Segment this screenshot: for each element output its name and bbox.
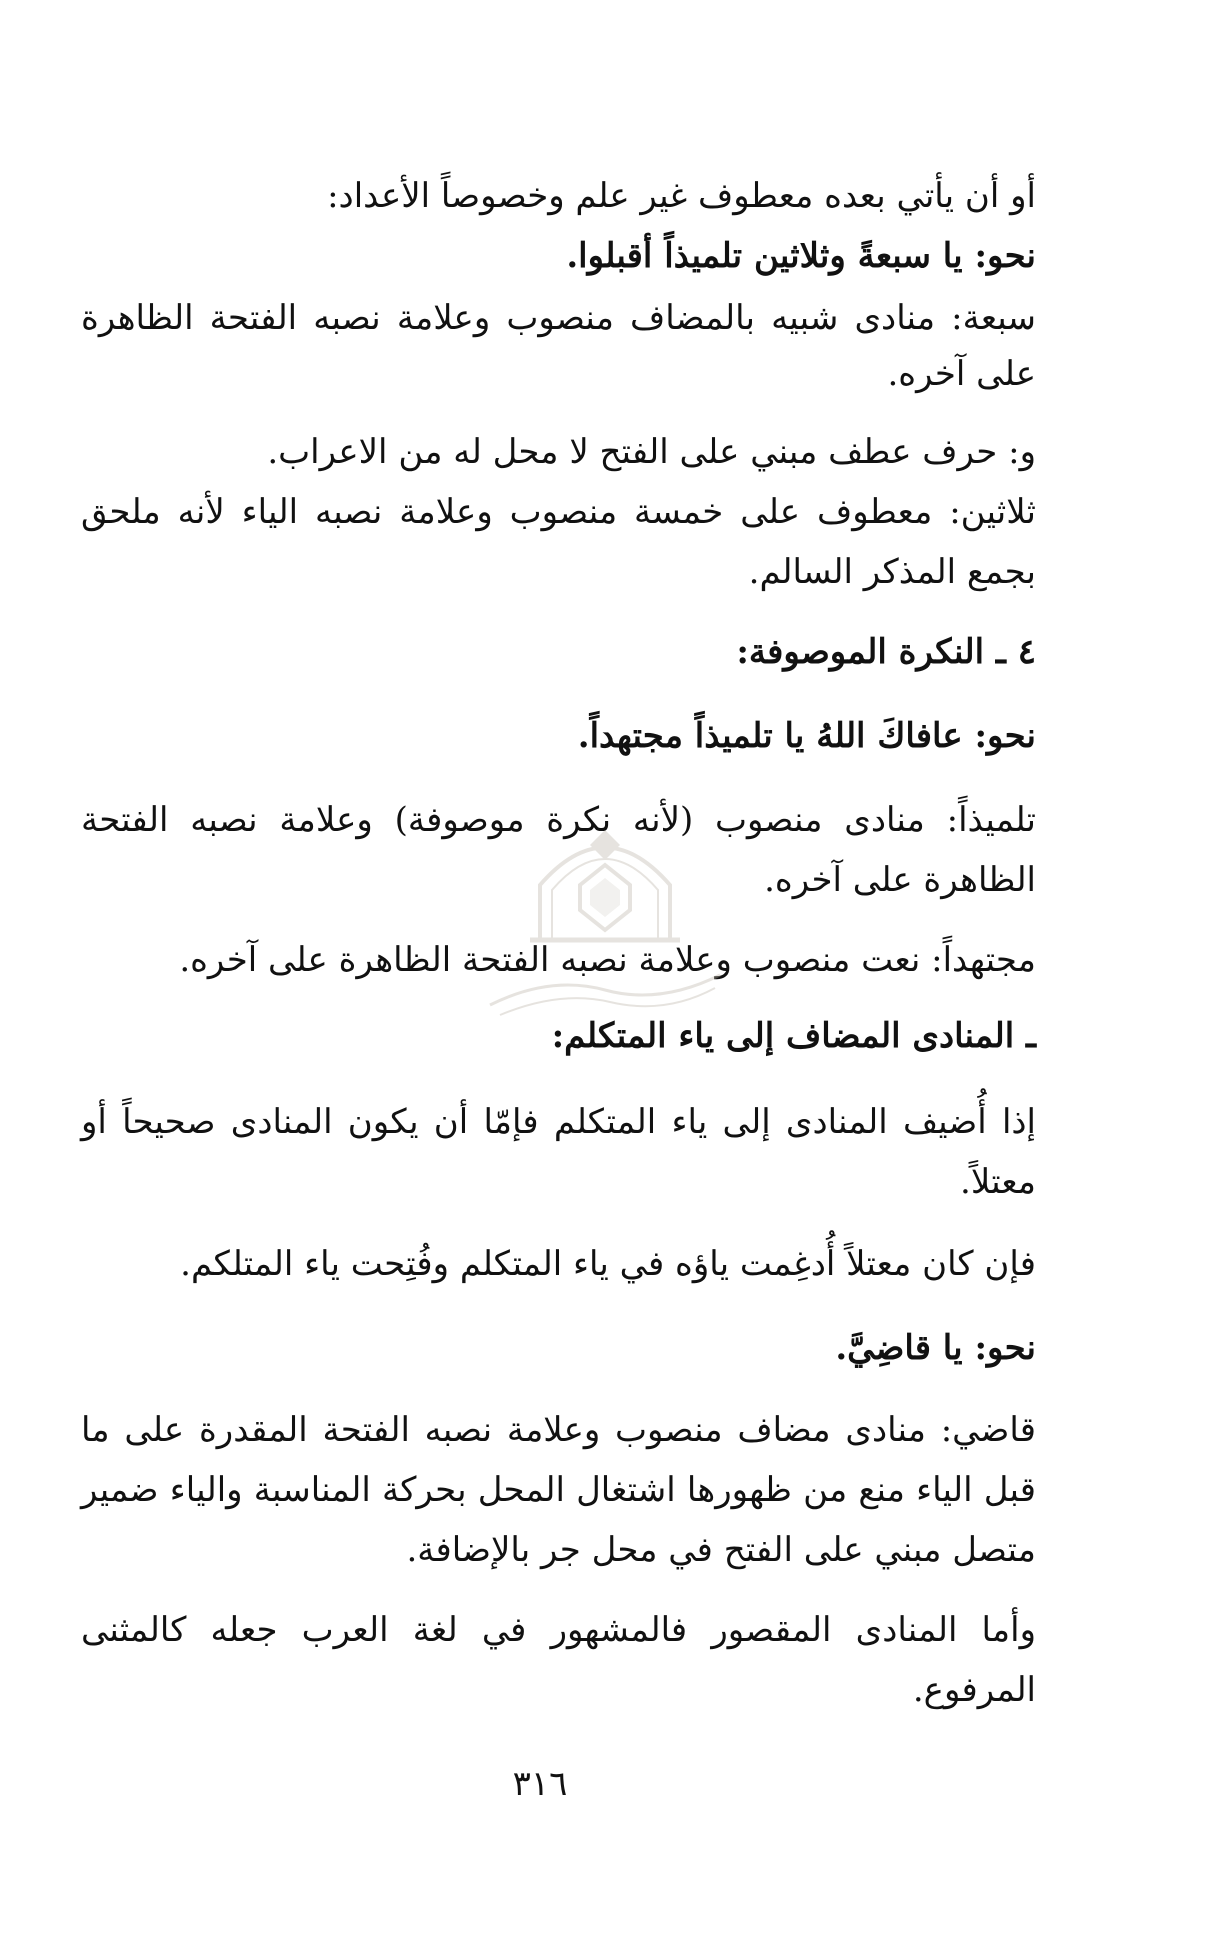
text-line: ثلاثين: معطوف على خمسة منصوب وعلامة نصبه الياء لأنه ملحق <box>81 492 1036 532</box>
text-line: على آخره. <box>887 354 1036 394</box>
text-line: إذا أُضيف المنادى إلى ياء المتكلم فإمّا أن يكون المنادى صحيحاً أو <box>81 1102 1037 1142</box>
page-number: ٣١٦ <box>512 1764 568 1804</box>
text-line: قاضي: منادى مضاف منصوب وعلامة نصبه الفتحة المقدرة على ما <box>81 1410 1036 1450</box>
section-heading: ٤ ـ النكرة الموصوفة: <box>736 632 1036 672</box>
text-line: و: حرف عطف مبني على الفتح لا محل له من الاعراب. <box>267 432 1036 472</box>
text-line: مجتهداً: نعت منصوب وعلامة نصبه الفتحة الظاهرة على آخره. <box>179 940 1036 980</box>
text-line: قبل الياء منع من ظهورها اشتغال المحل بحركة المناسبة والياء ضمير <box>81 1470 1036 1510</box>
text-line: تلميذاً: منادى منصوب (لأنه نكرة موصوفة) وعلامة نصبه الفتحة <box>81 800 1036 840</box>
text-line: أو أن يأتي بعده معطوف غير علم وخصوصاً الأعداد: <box>327 176 1036 216</box>
text-line: الظاهرة على آخره. <box>764 860 1036 900</box>
example-line: نحو: يا قاضِيَّ. <box>835 1328 1036 1368</box>
text-line: بجمع المذكر السالم. <box>748 552 1036 592</box>
seal-watermark-icon <box>470 790 740 1050</box>
text-line: سبعة: منادى شبيه بالمضاف منصوب وعلامة نصبه الفتحة الظاهرة <box>81 298 1036 338</box>
text-line: المرفوع. <box>912 1670 1036 1710</box>
text-line: معتلاً. <box>960 1162 1036 1202</box>
text-line: وأما المنادى المقصور فالمشهور في لغة العرب جعله كالمثنى <box>81 1610 1036 1650</box>
section-heading: ـ المنادى المضاف إلى ياء المتكلم: <box>551 1016 1036 1056</box>
text-line: فإن كان معتلاً أُدغِمت ياؤه في ياء المتكلم وفُتِحت ياء المتلكم. <box>180 1244 1036 1284</box>
text-line: متصل مبني على الفتح في محل جر بالإضافة. <box>406 1530 1036 1570</box>
example-line: نحو: عافاكَ اللهُ يا تلميذاً مجتهداً. <box>577 716 1036 756</box>
example-line: نحو: يا سبعةً وثلاثين تلميذاً أقبلوا. <box>566 236 1036 276</box>
